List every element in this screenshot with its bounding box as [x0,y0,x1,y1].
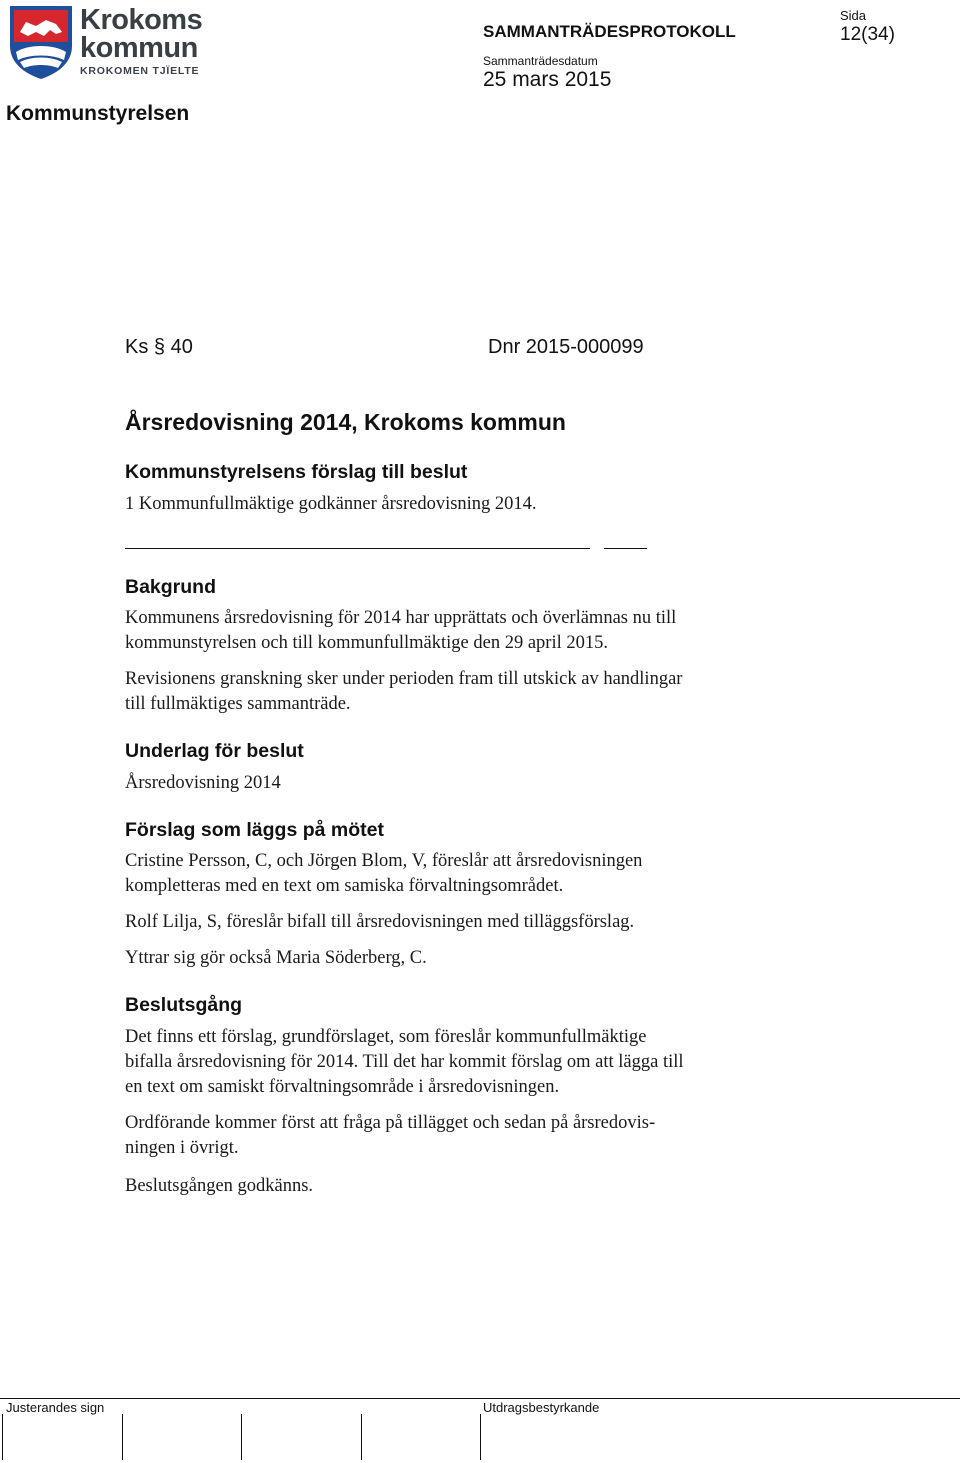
signature-box-divider [241,1414,242,1460]
divider-line-short [604,548,647,549]
page-label: Sida [840,8,867,23]
meeting-date-label: Sammanträdesdatum [483,54,598,68]
decision-procedure-heading: Beslutsgång [125,994,243,1016]
case-number: Ks § 40 [125,336,193,358]
meeting-paragraph-2: Rolf Lilja, S, föreslår bifall till årsredovisningen med tilläggsförslag. [125,912,635,932]
logo-tagline: KROKOMEN TJÏELTE [80,65,200,77]
background-paragraph-2-line-2: till fullmäktiges sammanträde. [125,694,351,714]
decision-paragraph-1-line-1: Det finns ett förslag, grundförslaget, som föreslår kommunfullmäktige [125,1027,647,1047]
proposal-item: 1 Kommunfullmäktige godkänner årsredovisning 2014. [125,494,537,514]
diary-number: Dnr 2015-000099 [488,336,644,358]
decision-paragraph-1-line-3: en text om samiskt förvaltningsområde i årsredovisningen. [125,1077,560,1097]
signature-box-divider [122,1414,123,1460]
meeting-proposals-heading: Förslag som läggs på mötet [125,819,384,841]
footer-rule [0,1398,960,1399]
divider-line [125,548,590,549]
basis-heading: Underlag för beslut [125,740,304,762]
decision-paragraph-1-line-2: bifalla årsredovisning för 2014. Till det har kommit förslag om att lägga till [125,1052,684,1072]
decision-paragraph-3: Beslutsgången godkänns. [125,1176,314,1196]
page-number: 12(34) [840,24,895,45]
background-paragraph-2-line-1: Revisionens granskning sker under perioden fram till utskick av handlingar [125,669,683,689]
signature-box-divider [2,1414,3,1460]
meeting-date: 25 mars 2015 [483,68,612,91]
background-paragraph-1-line-1: Kommunens årsredovisning för 2014 har upprättats och överlämnas nu till [125,608,677,628]
signature-box-divider [361,1414,362,1460]
meeting-paragraph-1-line-2: kompletteras med en text om samiska förvaltningsområdet. [125,876,564,896]
extract-box-divider [480,1414,481,1460]
logo-line-1: Krokoms [80,4,203,36]
meeting-paragraph-1-line-1: Cristine Persson, C, och Jörgen Blom, V, föreslår att årsredovisningen [125,851,643,871]
decision-paragraph-2-line-2: ningen i övrigt. [125,1138,239,1158]
organization-name: Kommunstyrelsen [6,102,190,125]
municipality-logo [6,2,216,80]
background-heading: Bakgrund [125,576,217,598]
meeting-paragraph-3: Yttrar sig gör också Maria Söderberg, C. [125,948,427,968]
basis-item: Årsredovisning 2014 [125,773,281,793]
proposal-heading: Kommunstyrelsens förslag till beslut [125,461,468,483]
extract-certification-label: Utdragsbestyrkande [483,1400,600,1415]
signature-label: Justerandes sign [6,1400,105,1415]
case-title: Årsredovisning 2014, Krokoms kommun [125,409,566,435]
background-paragraph-1-line-2: kommunstyrelsen och till kommunfullmäktige den 29 april 2015. [125,633,608,653]
document-type: SAMMANTRÄDESPROTOKOLL [483,22,736,41]
coat-of-arms-icon [6,2,76,80]
decision-paragraph-2-line-1: Ordförande kommer först att fråga på tillägget och sedan på årsredovis- [125,1113,656,1133]
logo-line-2: kommun [80,32,198,64]
